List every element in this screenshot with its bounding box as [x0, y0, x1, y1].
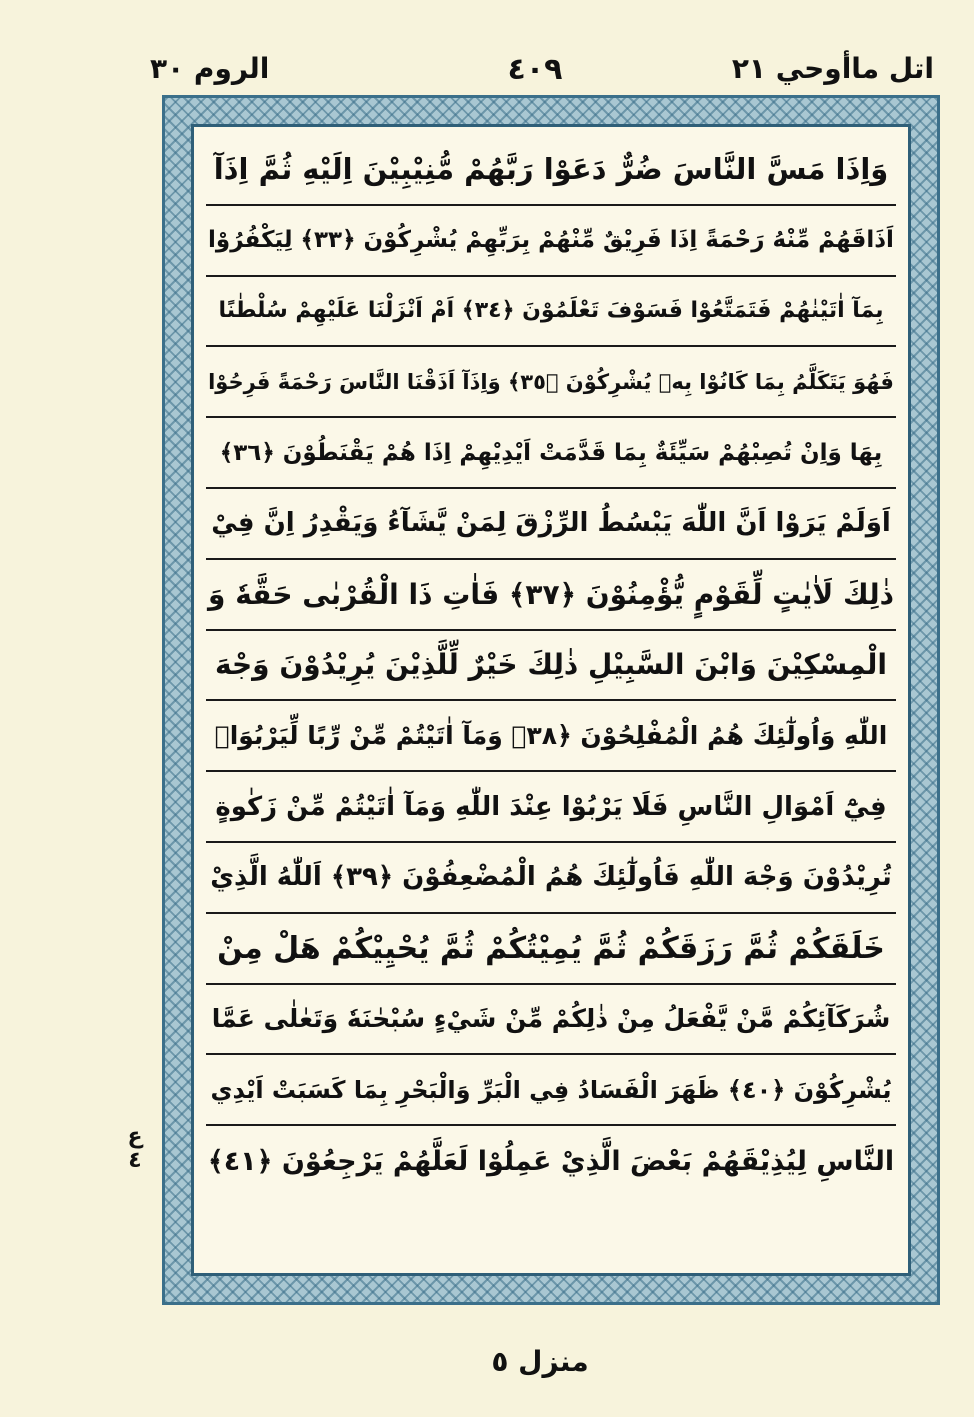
- verse-line: بِهَا وَاِنْ تُصِبْهُمْ سَيِّئَةٌ بِمَا قَدَّمَتْ اَيْدِيْهِمْ اِذَا هُمْ يَقْنَطُوْنَ ﴿٣٦﴾: [206, 418, 896, 489]
- verse-line: اَوَلَمْ يَرَوْا اَنَّ اللّٰهَ يَبْسُطُ الرِّزْقَ لِمَنْ يَّشَآءُ وَيَقْدِرُ اِنَّ فِيْ: [206, 489, 896, 560]
- verse-line: تُرِيْدُوْنَ وَجْهَ اللّٰهِ فَاُولٰٓئِكَ هُمُ الْمُضْعِفُوْنَ ﴿٣٩﴾ اَللّٰهُ الَّذِيْ: [206, 843, 896, 914]
- verse-line: فِيْٓ اَمْوَالِ النَّاسِ فَلَا يَرْبُوْا عِنْدَ اللّٰهِ وَمَآ اٰتَيْتُمْ مِّنْ زَكٰوةٍ: [206, 772, 896, 843]
- verse-line: اللّٰهِ وَاُولٰٓئِكَ هُمُ الْمُفْلِحُوْنَ ﴿٣٨﴾ وَمَآ اٰتَيْتُمْ مِّنْ رِّبًا لِّيَرْبُوَا۠: [206, 701, 896, 772]
- text-panel: [191, 124, 911, 1276]
- verse-line: ذٰلِكَ لَاٰيٰتٍ لِّقَوْمٍ يُّؤْمِنُوْنَ ﴿٣٧﴾ فَاٰتِ ذَا الْقُرْبٰى حَقَّهٗ وَ: [206, 560, 896, 631]
- verse-line: بِمَآ اٰتَيْنٰهُمْ فَتَمَتَّعُوْا فَسَوْفَ تَعْلَمُوْنَ ﴿٣٤﴾ اَمْ اَنْزَلْنَا عَلَيْهِمْ سُلْطٰنًا: [206, 277, 896, 348]
- verse-line: خَلَقَكُمْ ثُمَّ رَزَقَكُمْ ثُمَّ يُمِيْتُكُمْ ثُمَّ يُحْيِيْكُمْ هَلْ مِنْ: [206, 914, 896, 985]
- juz-name: اتل ماأوحي ٢١: [731, 52, 934, 85]
- verse-line: وَاِذَا مَسَّ النَّاسَ ضُرٌّ دَعَوْا رَبَّهُمْ مُّنِيْبِيْنَ اِلَيْهِ ثُمَّ اِذَآ: [206, 135, 896, 206]
- verse-line: اَذَاقَهُمْ مِّنْهُ رَحْمَةً اِذَا فَرِيْقٌ مِّنْهُمْ بِرَبِّهِمْ يُشْرِكُوْنَ ﴿٣٣﴾ لِيَكْفُرُوْا: [206, 206, 896, 277]
- manzil-label: منزل ٥: [491, 1345, 589, 1378]
- verse-line: النَّاسِ لِيُذِيْقَهُمْ بَعْضَ الَّذِيْ عَمِلُوْا لَعَلَّهُمْ يَرْجِعُوْنَ ﴿٤١﴾: [207, 1146, 895, 1178]
- verse-lines: [206, 135, 896, 1265]
- ruku-marker: ع ٤: [127, 1124, 143, 1173]
- verse-line: فَهُوَ يَتَكَلَّمُ بِمَا كَانُوْا بِهٖ يُشْرِكُوْنَ ﴿٣٥﴾ وَاِذَآ اَذَقْنَا النَّاسَ رَحْمَةً فَرِحُوْا: [206, 347, 896, 418]
- page-header: [0, 0, 974, 100]
- verse-line: الْمِسْكِيْنَ وَابْنَ السَّبِيْلِ ذٰلِكَ خَيْرٌ لِّلَّذِيْنَ يُرِيْدُوْنَ وَجْهَ: [206, 631, 896, 702]
- verse-line: يُشْرِكُوْنَ ﴿٤٠﴾ ظَهَرَ الْفَسَادُ فِي الْبَرِّ وَالْبَحْرِ بِمَا كَسَبَتْ اَيْدِي: [206, 1055, 896, 1126]
- page-number: ٤٠٩: [507, 52, 563, 87]
- verse-line: شُرَكَآئِكُمْ مَّنْ يَّفْعَلُ مِنْ ذٰلِكُمْ مِّنْ شَيْءٍ سُبْحٰنَهٗ وَتَعٰلٰى عَمَّا: [206, 985, 896, 1056]
- surah-name: الروم ٣٠: [150, 52, 270, 85]
- ornamental-border: [162, 95, 940, 1305]
